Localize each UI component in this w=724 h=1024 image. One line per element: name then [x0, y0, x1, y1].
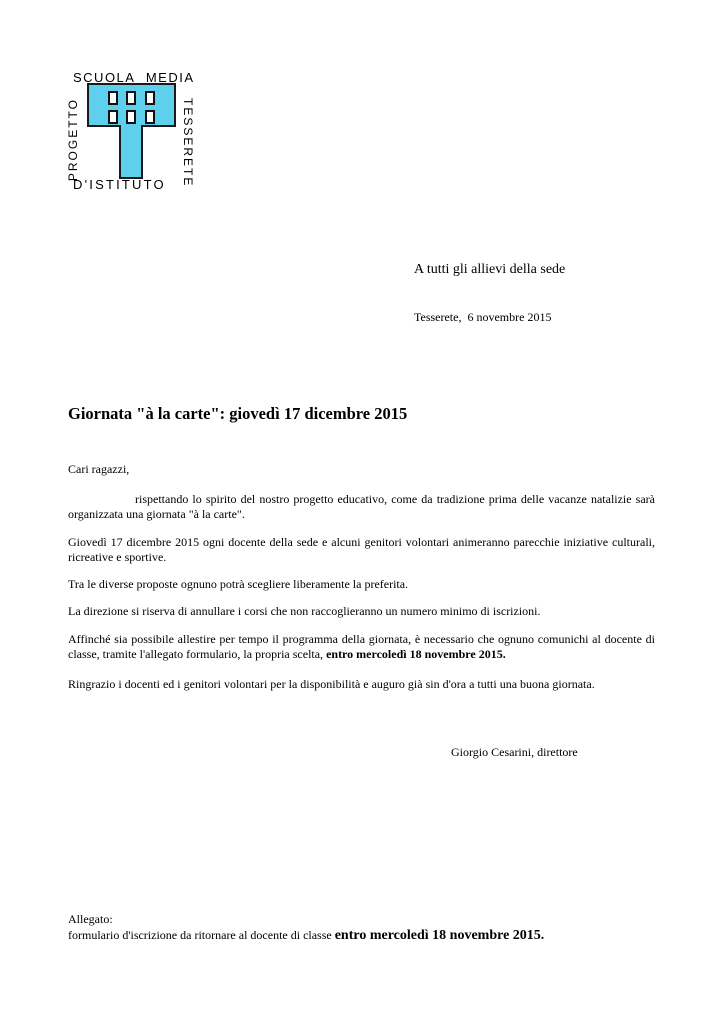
logo-top-text: SCUOLA MEDIA	[73, 70, 195, 85]
paragraph-2: Giovedì 17 dicembre 2015 ogni docente della sede e alcuni genitori volontari animeranno parecchie iniziative culturali, ricreative e sportive.	[68, 535, 655, 564]
logo-bottom-text: D'ISTITUTO	[73, 177, 166, 192]
addressee: A tutti gli allievi della sede	[414, 262, 566, 277]
paragraph-5-text: Affinché sia possibile allestire per tempo il programma della giornata, è necessario che ognuno comunichi al docente di classe, tramite l'allegato formulario, la propria scelta,	[68, 632, 655, 661]
signature: Giorgio Cesarini, direttore	[451, 745, 578, 759]
paragraph-3: Tra le diverse proposte ognuno potrà scegliere liberamente la preferita.	[68, 577, 409, 591]
attachment-deadline: entro mercoledì 18 novembre 2015.	[334, 928, 545, 943]
document-title: Giornata "à la carte": giovedì 17 dicembre 2015	[68, 404, 408, 423]
attachment-text: formulario d'iscrizione da ritornare al docente di classe	[68, 928, 335, 942]
place-date: Tesserete, 6 novembre 2015	[414, 310, 552, 324]
attachment-line	[68, 928, 544, 944]
paragraph-4: La direzione si riserva di annullare i corsi che non raccoglieranno un numero minimo di iscrizioni.	[68, 604, 541, 618]
paragraph-1: rispettando lo spirito del nostro progetto educativo, come da tradizione prima delle vacanze natalizie sarà organizzata una giornata "à la carte".	[68, 492, 655, 521]
paragraph-6: Ringrazio i docenti ed i genitori volontari per la disponibilità e auguro già sin d'ora a tutti una buona giornata.	[68, 677, 595, 691]
salutation: Cari ragazzi,	[68, 462, 130, 476]
attachment-label: Allegato:	[68, 912, 113, 926]
deadline-bold: entro mercoledì 18 novembre 2015.	[326, 647, 506, 661]
logo-right-text: TESSERETE	[181, 98, 195, 188]
paragraph-5	[68, 632, 655, 662]
logo-left-text: PROGETTO	[66, 98, 80, 182]
